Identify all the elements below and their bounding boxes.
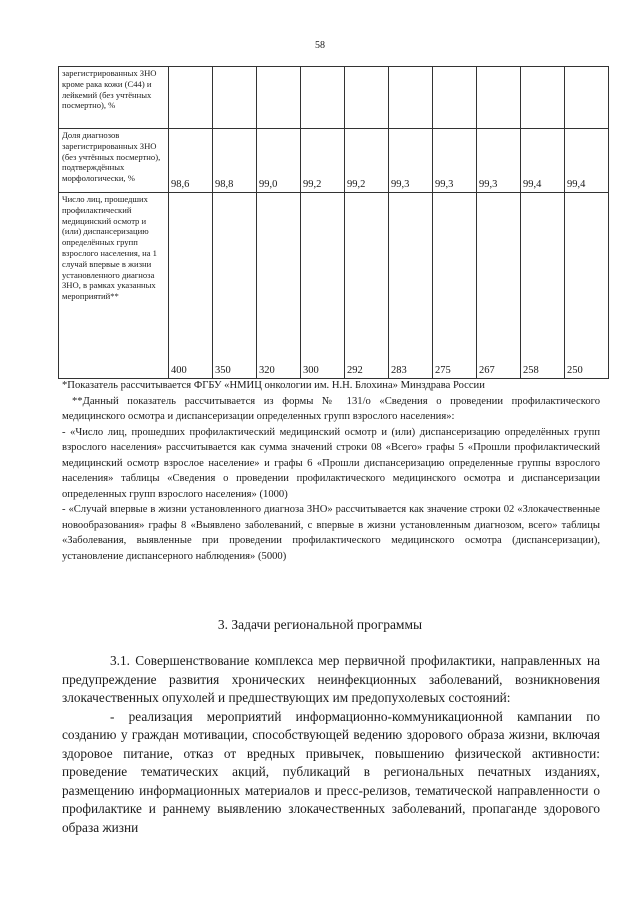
- indicator-value: 267: [477, 193, 521, 379]
- indicator-value: [169, 67, 213, 129]
- paragraph-3-1: 3.1. Совершенствование комплекса мер первичной профилактики, направленных на предупреждение развития хронических неинфекционных заболеваний, возникновения злокачественных опухолей и предшествующих им предопухолевых состояний:: [62, 653, 600, 705]
- indicators-table: [58, 66, 609, 379]
- table-body: [59, 67, 609, 379]
- indicator-value: [257, 67, 301, 129]
- footnotes: [62, 378, 600, 564]
- indicator-value: 99,3: [477, 129, 521, 193]
- table-row: [59, 193, 609, 379]
- indicator-value: 99,2: [345, 129, 389, 193]
- indicator-value: [477, 67, 521, 129]
- section-title: 3. Задачи региональной программы: [217, 617, 423, 632]
- indicator-value: 98,8: [213, 129, 257, 193]
- indicator-value: [213, 67, 257, 129]
- footnote-4: - «Случай впервые в жизни установленного диагноза ЗНО» рассчитывается как значение строки 02 «Злокачественные новообразования» графы 8 «Выявлено заболеваний, с впервые в жизни установленным диагнозом, всего» таблицы «Заболевания, выявленные при проведении профилактического медицинского осмотра (диспансеризации), установление диспансерного наблюдения» (5000): [62, 504, 600, 562]
- page-number: 58: [315, 40, 325, 51]
- indicator-value: 300: [301, 193, 345, 379]
- indicator-label: Число лиц, прошедших профилактический медицинский осмотр и (или) диспансеризацию определённых групп взрослого населения, на 1 случай впервые в жизни установленного диагноза ЗНО, в рамках указанных мероприятий**: [59, 193, 169, 379]
- footnote-1: *Показатель рассчитывается ФГБУ «НМИЦ онкологии им. Н.Н. Блохина» Минздрава России: [62, 380, 485, 391]
- indicator-label: зарегистрированных ЗНО кроме рака кожи (С44) и лейкемий (без учтённых посмертно), %: [59, 67, 169, 129]
- paragraph-activities: - реализация мероприятий информационно-коммуникационной кампании по созданию у граждан мотивации, способствующей ведению здорового образа жизни, включая здоровое питание, отказ от вредных привычек, повышению физической активности: проведение тематических акций, публикаций в региональных печатных изданиях, размещению информационных материалов и пресс-релизов, тематической направленности о профилактике и раннему выявлению злокачественных заболеваний, пропаганде здорового образа жизни: [62, 708, 600, 835]
- indicator-value: 292: [345, 193, 389, 379]
- indicator-value: 258: [521, 193, 565, 379]
- indicator-value: 99,4: [565, 129, 609, 193]
- indicator-value: 320: [257, 193, 301, 379]
- indicator-value: 99,0: [257, 129, 301, 193]
- footnote-2: **Данный показатель рассчитывается из формы № 131/о «Сведения о проведении профилактического медицинского осмотра и диспансеризации определенных групп взрослого населения»:: [62, 395, 600, 422]
- indicator-value: [521, 67, 565, 129]
- indicator-value: 250: [565, 193, 609, 379]
- indicator-value: 98,6: [169, 129, 213, 193]
- indicator-label: Доля диагнозов зарегистрированных ЗНО (без учтённых посмертно), подтверждённых морфологически, %: [59, 129, 169, 193]
- table-row: [59, 67, 609, 129]
- indicator-value: 99,3: [389, 129, 433, 193]
- indicator-value: 99,4: [521, 129, 565, 193]
- indicator-value: 99,3: [433, 129, 477, 193]
- indicator-value: 99,2: [301, 129, 345, 193]
- indicator-value: [433, 67, 477, 129]
- table-row: [59, 129, 609, 193]
- indicator-value: 283: [389, 193, 433, 379]
- indicator-value: 350: [213, 193, 257, 379]
- section-body: [62, 652, 600, 837]
- indicator-value: [301, 67, 345, 129]
- indicator-value: [345, 67, 389, 129]
- indicator-value: 400: [169, 193, 213, 379]
- indicator-value: 275: [433, 193, 477, 379]
- indicator-value: [389, 67, 433, 129]
- footnote-3: - «Число лиц, прошедших профилактический медицинский осмотр и (или) диспансеризацию определённых групп взрослого населения» рассчитывается как сумма значений строки 08 «Всего» графы 5 «Прошли профилактический медицинский осмотр взрослое население» и графы 6 «Прошли диспансеризацию определенные группы взрослого населения» таблицы «Сведения о проведении профилактического медицинского осмотра и диспансеризации определенных групп взрослого населения» (1000): [62, 426, 600, 500]
- indicator-value: [565, 67, 609, 129]
